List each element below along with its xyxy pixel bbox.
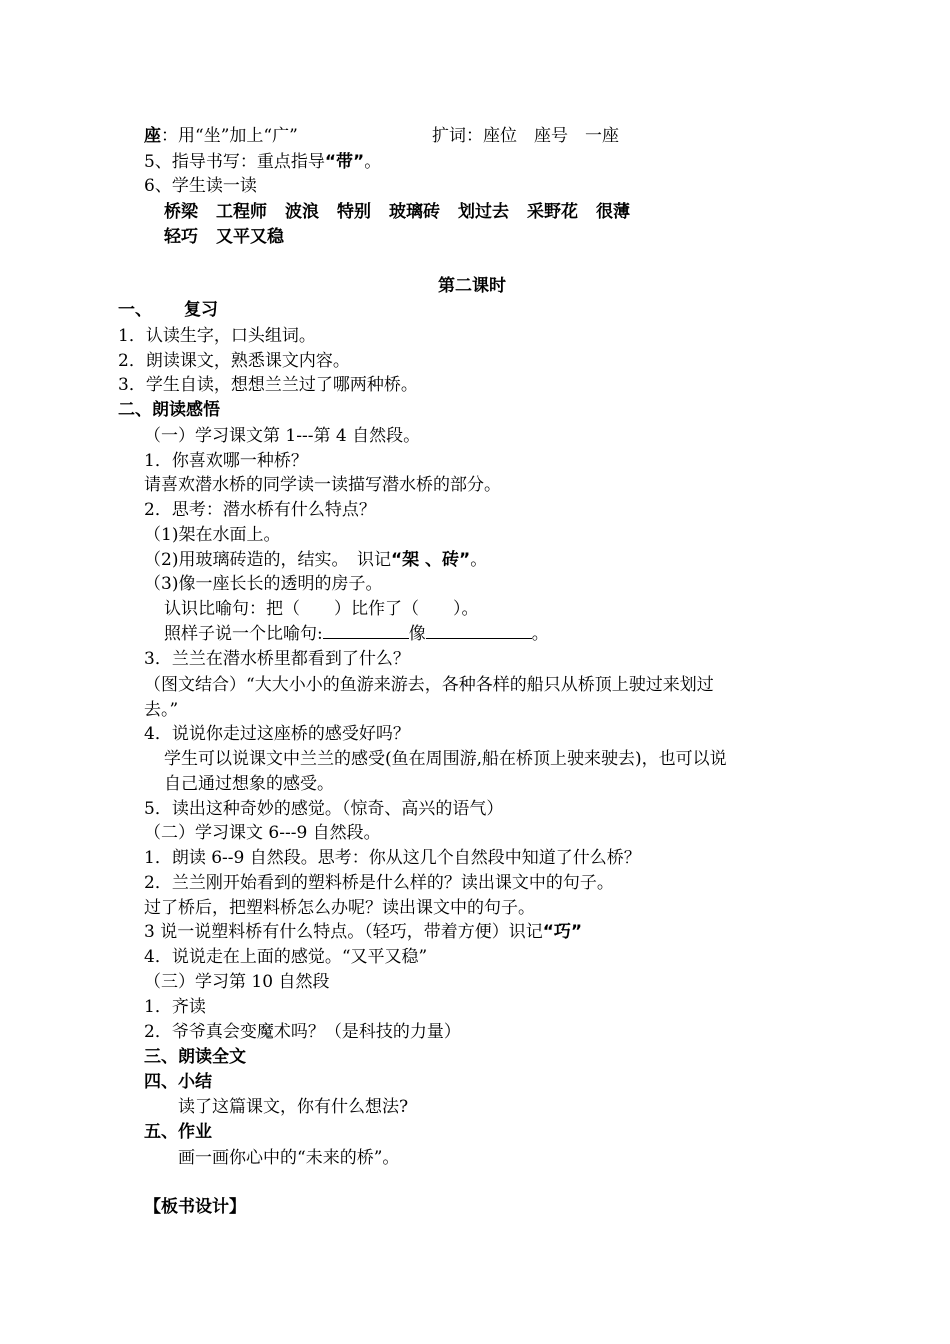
- simile-end: 。: [531, 624, 549, 644]
- paragraph: 2．爷爷真会变魔术吗？（是科技的力量）: [144, 1022, 461, 1042]
- vocab-word: 很薄: [596, 202, 630, 222]
- lesson-title: 第二课时: [438, 276, 506, 296]
- simile-fill-blank: [164, 622, 549, 646]
- vocab-word: 波浪: [285, 202, 319, 222]
- paragraph: 1．齐读: [144, 997, 206, 1017]
- section-4-heading: 四、小结: [144, 1072, 212, 1092]
- paragraph: 去。”: [144, 700, 179, 720]
- part-1-heading: （一）学习课文第 1---第 4 自然段。: [144, 426, 421, 446]
- char-qiao: “巧”: [542, 922, 583, 942]
- vocab-word: 特别: [337, 202, 371, 222]
- paragraph: 1．你喜欢哪一种桥？: [144, 451, 308, 471]
- review-item-3: 3．学生自读，想想兰兰过了哪两种桥。: [118, 375, 418, 395]
- char-zuo: 座: [144, 126, 161, 146]
- recognize-chars: “架 、砖”: [390, 550, 471, 570]
- char-dai: “带”: [324, 152, 365, 172]
- paragraph-recognize-chars: [144, 548, 487, 572]
- section-2-heading: 二、朗读感悟: [118, 400, 220, 420]
- vocab-row-2: [164, 225, 302, 249]
- vocab-word: 工程师: [216, 202, 267, 222]
- paragraph: 1．朗读 6--9 自然段。思考：你从这几个自然段中知道了什么桥？: [144, 848, 641, 868]
- board-design-heading: 【板书设计】: [144, 1197, 246, 1217]
- zuo-expand-words: 扩词：座位 座号 一座: [432, 126, 619, 146]
- paragraph: 5．读出这种奇妙的感觉。（惊奇、高兴的语气）: [144, 799, 504, 819]
- writing-guide-end: 。: [364, 152, 382, 172]
- paragraph: 4．说说走在上面的感觉。“又平又稳”: [144, 947, 428, 967]
- section-1-heading: [118, 298, 218, 322]
- vocab-word: 划过去: [458, 202, 509, 222]
- paragraph: （图文结合）“大大小小的鱼游来游去，各种各样的船只从桥顶上驶过来划过: [144, 675, 714, 695]
- vocab-word: 又平又稳: [216, 227, 284, 247]
- vocab-word: 桥梁: [164, 202, 198, 222]
- section-1-title: 复习: [184, 300, 218, 320]
- paragraph-recognize-qiao: [144, 920, 582, 944]
- section-1-number: 一、: [118, 300, 152, 320]
- simile-like: 像: [408, 624, 426, 644]
- vocab-word: 玻璃砖: [389, 202, 440, 222]
- paragraph: 4．说说你走过这座桥的感受好吗？: [144, 724, 410, 744]
- zuo-explain: ：用“坐”加上“广”: [161, 126, 298, 146]
- section-5-heading: 五、作业: [144, 1122, 212, 1142]
- paragraph: 2．兰兰刚开始看到的塑料桥是什么样的？读出课文中的句子。: [144, 873, 614, 893]
- review-item-2: 2．朗读课文，熟悉课文内容。: [118, 351, 350, 371]
- paragraph: （3)像一座长长的透明的房子。: [144, 574, 383, 594]
- paragraph: 3．兰兰在潜水桥里都看到了什么？: [144, 649, 410, 669]
- part-2-heading: （二）学习课文 6---9 自然段。: [144, 823, 381, 843]
- section-3-heading: 三、朗读全文: [144, 1047, 246, 1067]
- line-read-aloud: 6、学生读一读: [144, 176, 257, 196]
- paragraph: 读了这篇课文，你有什么想法?: [178, 1097, 409, 1117]
- vocab-word: 采野花: [527, 202, 578, 222]
- paragraph: 画一画你心中的“未来的桥”。: [178, 1148, 400, 1168]
- paragraph: 学生可以说课文中兰兰的感受(鱼在周围游,船在桥顶上驶来驶去)，也可以说: [164, 749, 727, 769]
- blank-line: [426, 622, 532, 639]
- recognize-text: （2)用玻璃砖造的，结实。 识记: [144, 550, 391, 570]
- part-3-heading: （三）学习第 10 自然段: [144, 972, 330, 992]
- paragraph: 请喜欢潜水桥的同学读一读描写潜水桥的部分。: [144, 475, 501, 495]
- paragraph: 2．思考：潜水桥有什么特点？: [144, 500, 376, 520]
- review-item-1: 1．认读生字，口头组词。: [118, 326, 316, 346]
- vocab-row-1: [164, 200, 648, 224]
- line-writing-guide: [144, 150, 381, 174]
- plastic-bridge-text: 3 说一说塑料桥有什么特点。（轻巧，带着方便）识记: [144, 922, 543, 942]
- line-zuo: [144, 124, 298, 148]
- paragraph: 过了桥后，把塑料桥怎么办呢？读出课文中的句子。: [144, 898, 535, 918]
- paragraph: （1)架在水面上。: [144, 525, 281, 545]
- paragraph: 自己通过想象的感受。: [164, 774, 334, 794]
- writing-guide-text: 5、指导书写：重点指导: [144, 152, 325, 172]
- simile-prompt: 照样子说一个比喻句:: [164, 624, 323, 644]
- paragraph: 认识比喻句：把（ ）比作了（ ）。: [164, 599, 479, 619]
- blank-line: [323, 622, 409, 639]
- vocab-word: 轻巧: [164, 227, 198, 247]
- recognize-end: 。: [470, 550, 488, 570]
